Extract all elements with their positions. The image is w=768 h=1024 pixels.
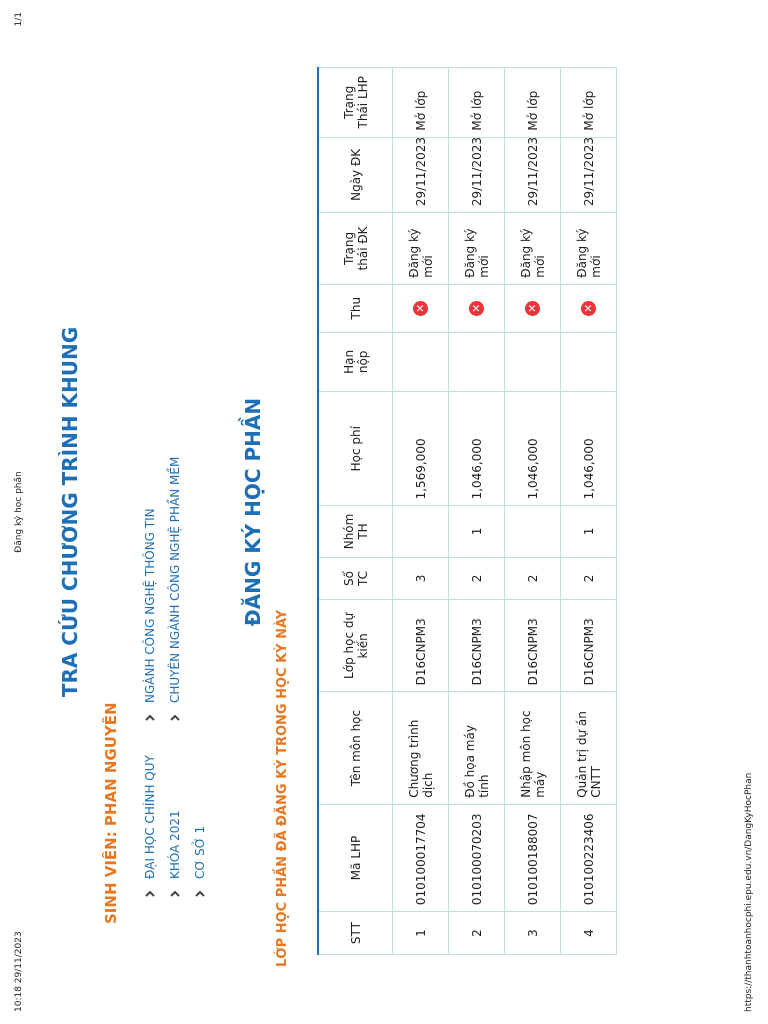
cell-course-code: 010100070203 — [449, 804, 505, 911]
cell-credits: 2 — [561, 557, 617, 600]
table-row — [505, 68, 561, 955]
cell-course-name: Quản trị dự án CNTT — [561, 692, 617, 804]
cell-deadline — [505, 332, 561, 391]
breadcrumb-label: NGÀNH CÔNG NGHỆ THÔNG TIN — [143, 508, 157, 703]
cell-course-name: Chương trình dịch — [393, 692, 449, 804]
breadcrumb-cohort[interactable] — [168, 810, 182, 899]
cell-class: D16CNPM3 — [561, 600, 617, 692]
table-title: LỚP HỌC PHẦN ĐÃ ĐĂNG KÝ TRONG HỌC KỲ NÀY — [275, 609, 290, 967]
cell-registration-status: Đăng ký mới — [561, 213, 617, 285]
cell-fee: 1,046,000 — [561, 391, 617, 505]
print-page-number: 1/1 — [14, 12, 24, 27]
cell-group — [393, 506, 449, 557]
column-header: Hạn nộp — [318, 332, 393, 391]
breadcrumb-program[interactable] — [143, 755, 157, 899]
column-header: Thu — [318, 284, 393, 332]
x-circle-icon: ✕ — [525, 301, 540, 316]
breadcrumb-major[interactable] — [143, 508, 157, 723]
cell-deadline — [561, 332, 617, 391]
x-circle-icon: ✕ — [581, 301, 596, 316]
cell-registration-status: Đăng ký mới — [449, 213, 505, 285]
cell-group: 1 — [449, 506, 505, 557]
student-name: SINH VIÊN: PHAN NGUYÊN — [102, 702, 120, 924]
cell-paid — [505, 284, 561, 332]
cell-class: D16CNPM3 — [393, 600, 449, 692]
cell-fee: 1,046,000 — [449, 391, 505, 505]
cell-course-name: Đồ họa máy tính — [449, 692, 505, 804]
column-header: Trạng Thái LHP — [318, 68, 393, 138]
breadcrumb-label: KHÓA 2021 — [168, 810, 182, 879]
cell-registration-status: Đăng ký mới — [393, 213, 449, 285]
breadcrumb-campus[interactable] — [193, 826, 207, 899]
breadcrumb-specialization[interactable] — [168, 457, 182, 723]
cell-registration-status: Đăng ký mới — [505, 213, 561, 285]
cell-class: D16CNPM3 — [449, 600, 505, 692]
chevron-right-icon — [170, 713, 180, 723]
cell-course-code: 010100223406 — [561, 804, 617, 911]
table-row — [393, 68, 449, 955]
cell-stt: 2 — [449, 912, 505, 955]
table-header-row — [318, 68, 393, 955]
column-header: STT — [318, 912, 393, 955]
cell-registration-date: 29/11/2023 — [393, 137, 449, 213]
print-timestamp: 10:18 29/11/2023 — [14, 931, 24, 1012]
cell-credits: 2 — [449, 557, 505, 600]
breadcrumb-label: ĐẠI HỌC CHÍNH QUY — [143, 755, 157, 879]
column-header: Số TC — [318, 557, 393, 600]
cell-deadline — [449, 332, 505, 391]
column-header: Lớp học dự kiến — [318, 600, 393, 692]
chevron-right-icon — [195, 889, 205, 899]
cell-paid — [393, 284, 449, 332]
breadcrumb-label: CHUYÊN NGÀNH CÔNG NGHỆ PHẦN MỀM — [168, 456, 182, 703]
x-circle-icon: ✕ — [469, 301, 484, 316]
column-header: Nhóm TH — [318, 506, 393, 557]
column-header: Tên môn học — [318, 692, 393, 804]
chevron-right-icon — [145, 889, 155, 899]
cell-fee: 1,046,000 — [505, 391, 561, 505]
table-row — [561, 68, 617, 955]
cell-course-name: Nhập môn học máy — [505, 692, 561, 804]
cell-class-status: Mở lớp — [393, 68, 449, 138]
cell-course-code: 010100188007 — [505, 804, 561, 911]
cell-registration-date: 29/11/2023 — [505, 137, 561, 213]
print-url[interactable]: https://thanhtoanhocphi.epu.edu.vn/DangKyHocPhan — [744, 772, 754, 1012]
cell-stt: 4 — [561, 912, 617, 955]
cell-course-code: 010100017704 — [393, 804, 449, 911]
print-title: Đăng ký học phần — [14, 471, 24, 553]
chevron-right-icon — [170, 889, 180, 899]
cell-stt: 3 — [505, 912, 561, 955]
cell-fee: 1,569,000 — [393, 391, 449, 505]
cell-stt: 1 — [393, 912, 449, 955]
section-title: ĐĂNG KÝ HỌC PHẦN — [241, 397, 265, 627]
cell-registration-date: 29/11/2023 — [561, 137, 617, 213]
column-header: Học phí — [318, 391, 393, 505]
cell-registration-date: 29/11/2023 — [449, 137, 505, 213]
cell-group: 1 — [561, 506, 617, 557]
cell-credits: 3 — [393, 557, 449, 600]
x-circle-icon: ✕ — [413, 301, 428, 316]
table-row — [449, 68, 505, 955]
cell-group — [505, 506, 561, 557]
column-header: Mã LHP — [318, 804, 393, 911]
cell-class-status: Mở lớp — [505, 68, 561, 138]
breadcrumb-label: CƠ SỞ 1 — [193, 825, 207, 879]
registered-courses-table — [317, 67, 617, 955]
chevron-right-icon — [145, 713, 155, 723]
cell-deadline — [393, 332, 449, 391]
cell-class: D16CNPM3 — [505, 600, 561, 692]
cell-credits: 2 — [505, 557, 561, 600]
cell-class-status: Mở lớp — [449, 68, 505, 138]
cell-paid — [561, 284, 617, 332]
column-header: Ngày ĐK — [318, 137, 393, 213]
cell-paid — [449, 284, 505, 332]
column-header: Trạng thái ĐK — [318, 213, 393, 285]
page-title: TRA CỨU CHƯƠNG TRÌNH KHUNG — [58, 326, 82, 698]
cell-class-status: Mở lớp — [561, 68, 617, 138]
